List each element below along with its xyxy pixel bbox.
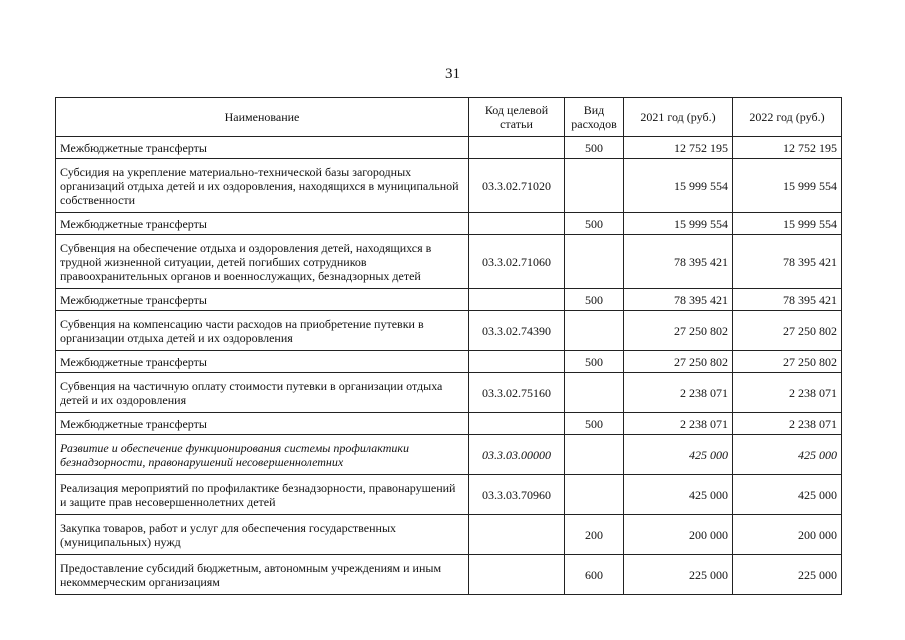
row-code [469, 555, 565, 595]
row-2022: 2 238 071 [733, 413, 842, 435]
row-kind: 200 [565, 515, 624, 555]
row-2022: 27 250 802 [733, 351, 842, 373]
row-2021: 78 395 421 [624, 235, 733, 289]
table-row [56, 289, 842, 311]
row-kind [565, 475, 624, 515]
table-row [56, 435, 842, 475]
page-number: 31 [445, 66, 460, 82]
row-name: Межбюджетные трансферты [56, 213, 469, 235]
row-kind [565, 235, 624, 289]
row-kind [565, 435, 624, 475]
row-2021: 200 000 [624, 515, 733, 555]
row-name: Межбюджетные трансферты [56, 413, 469, 435]
row-kind: 500 [565, 137, 624, 159]
row-code [469, 351, 565, 373]
row-2022: 225 000 [733, 555, 842, 595]
row-2021: 27 250 802 [624, 311, 733, 351]
row-2021: 225 000 [624, 555, 733, 595]
row-code: 03.3.02.75160 [469, 373, 565, 413]
table-row [56, 213, 842, 235]
table-row [56, 137, 842, 159]
row-kind: 500 [565, 213, 624, 235]
table-row [56, 311, 842, 351]
row-code [469, 213, 565, 235]
row-2022: 425 000 [733, 475, 842, 515]
row-name: Предоставление субсидий бюджетным, автономным учреждениям и иным некоммерческим организациям [56, 555, 469, 595]
row-code: 03.3.02.74390 [469, 311, 565, 351]
budget-table [55, 97, 842, 595]
row-2021: 78 395 421 [624, 289, 733, 311]
row-name: Межбюджетные трансферты [56, 289, 469, 311]
row-2022: 78 395 421 [733, 289, 842, 311]
table-row [56, 159, 842, 213]
row-2022: 15 999 554 [733, 159, 842, 213]
header-name: Наименование [56, 98, 469, 137]
row-2022: 12 752 195 [733, 137, 842, 159]
header-code: Код целевой статьи [469, 98, 565, 137]
row-code [469, 413, 565, 435]
row-2021: 2 238 071 [624, 373, 733, 413]
row-name: Субвенция на частичную оплату стоимости путевки в организации отдыха детей и их оздоровления [56, 373, 469, 413]
row-code [469, 515, 565, 555]
row-kind: 600 [565, 555, 624, 595]
table-row [56, 475, 842, 515]
header-row [56, 98, 842, 137]
table-row [56, 351, 842, 373]
row-kind: 500 [565, 351, 624, 373]
header-2022: 2022 год (руб.) [733, 98, 842, 137]
row-2021: 2 238 071 [624, 413, 733, 435]
row-kind [565, 311, 624, 351]
row-2022: 425 000 [733, 435, 842, 475]
header-2021: 2021 год (руб.) [624, 98, 733, 137]
table-row [56, 373, 842, 413]
header-kind: Вид расходов [565, 98, 624, 137]
row-2021: 12 752 195 [624, 137, 733, 159]
row-name: Закупка товаров, работ и услуг для обеспечения государственных (муниципальных) нужд [56, 515, 469, 555]
row-name: Межбюджетные трансферты [56, 351, 469, 373]
row-name: Реализация мероприятий по профилактике безнадзорности, правонарушений и защите прав несовершеннолетних детей [56, 475, 469, 515]
row-2021: 425 000 [624, 435, 733, 475]
row-2022: 200 000 [733, 515, 842, 555]
row-kind: 500 [565, 289, 624, 311]
row-2022: 27 250 802 [733, 311, 842, 351]
row-name: Субвенция на обеспечение отдыха и оздоровления детей, находящихся в трудной жизненной ситуации, детей погибших сотрудников правоохранительных органов и военнослужащих, безнадзорных детей [56, 235, 469, 289]
row-code: 03.3.03.00000 [469, 435, 565, 475]
row-code: 03.3.02.71020 [469, 159, 565, 213]
row-2022: 78 395 421 [733, 235, 842, 289]
row-kind [565, 159, 624, 213]
table-row [56, 235, 842, 289]
table-row [56, 555, 842, 595]
row-2021: 27 250 802 [624, 351, 733, 373]
row-name: Межбюджетные трансферты [56, 137, 469, 159]
table-row [56, 515, 842, 555]
row-kind [565, 373, 624, 413]
row-code: 03.3.02.71060 [469, 235, 565, 289]
row-code: 03.3.03.70960 [469, 475, 565, 515]
row-2022: 15 999 554 [733, 213, 842, 235]
row-code [469, 137, 565, 159]
row-2021: 15 999 554 [624, 213, 733, 235]
table-row [56, 413, 842, 435]
row-2021: 15 999 554 [624, 159, 733, 213]
row-name: Развитие и обеспечение функционирования системы профилактики безнадзорности, правонарушений несовершеннолетних [56, 435, 469, 475]
row-name: Субсидия на укрепление материально-технической базы загородных организаций отдыха детей и их оздоровления, находящихся в муниципальной собственности [56, 159, 469, 213]
row-2021: 425 000 [624, 475, 733, 515]
row-name: Субвенция на компенсацию части расходов на приобретение путевки в организации отдыха детей и их оздоровления [56, 311, 469, 351]
row-kind: 500 [565, 413, 624, 435]
row-2022: 2 238 071 [733, 373, 842, 413]
row-code [469, 289, 565, 311]
